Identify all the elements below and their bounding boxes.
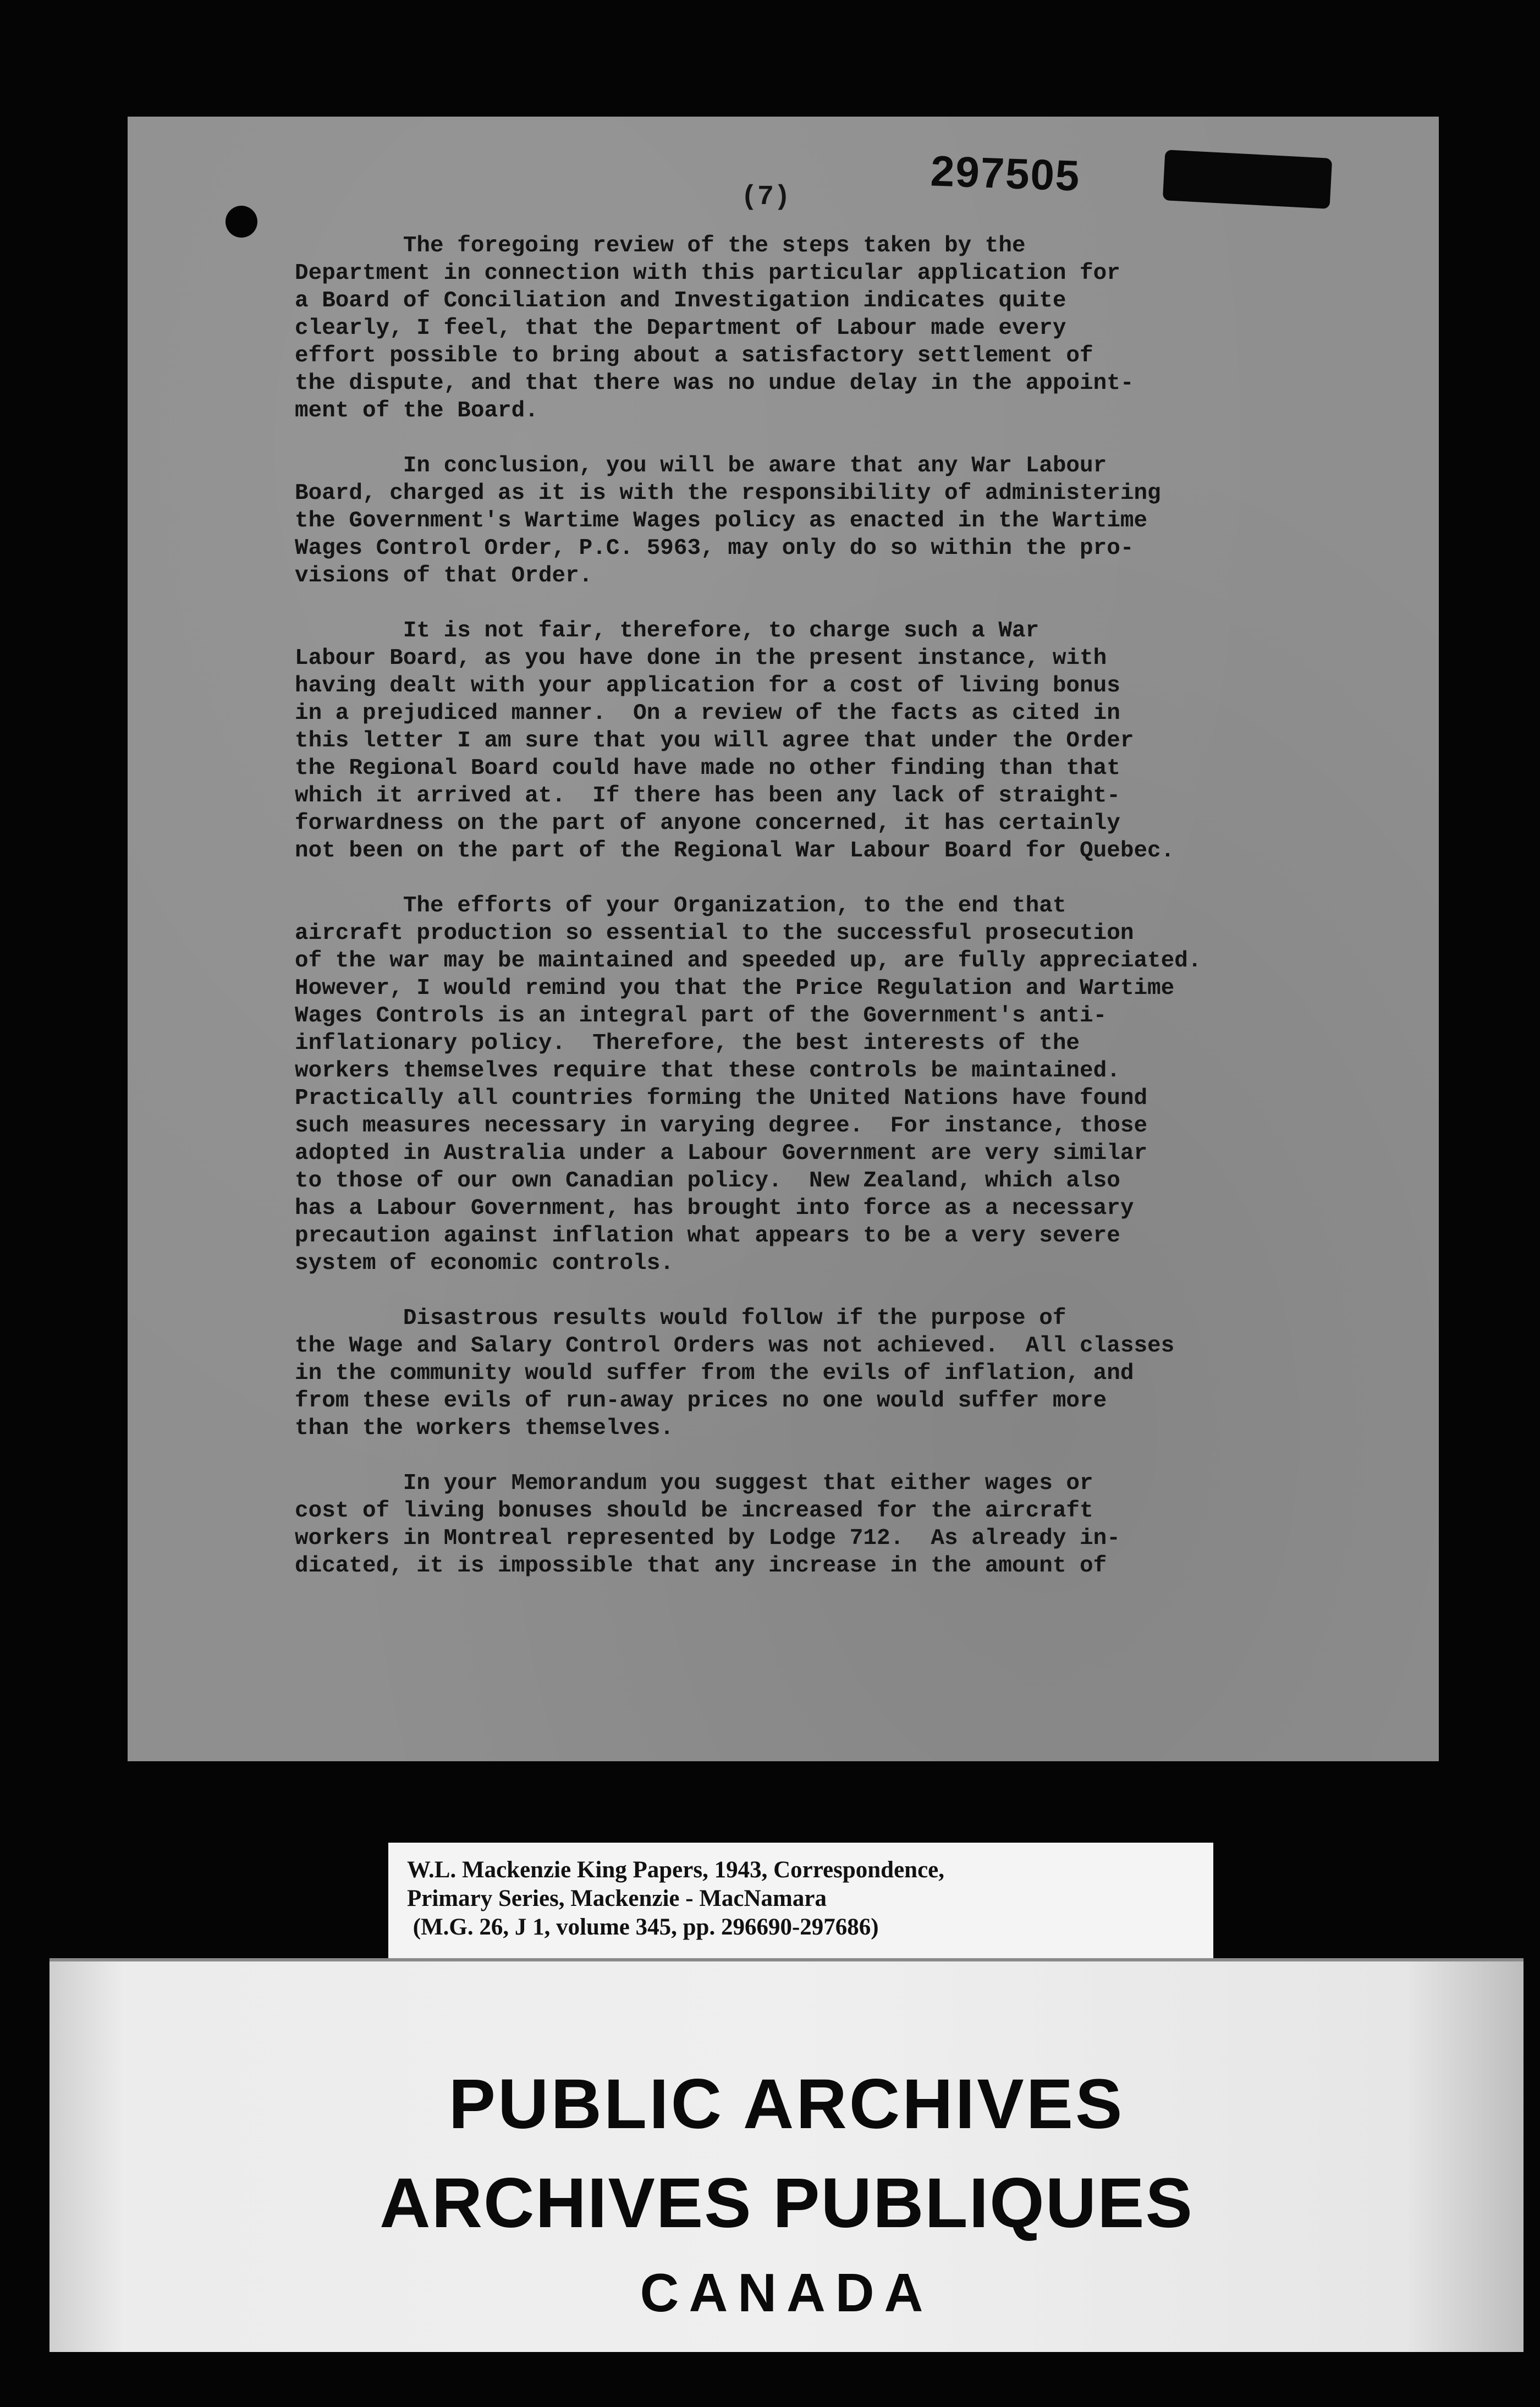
archive-reference-line: W.L. Mackenzie King Papers, 1943, Correspondence, [407,1857,945,1883]
archives-title-english: PUBLIC ARCHIVES [448,2065,1125,2144]
archive-reference-line: (M.G. 26, J 1, volume 345, pp. 296690-297686) [407,1914,879,1940]
paragraph: The efforts of your Organization, to the end that aircraft production so essential to the successful prosecution of the war may be maintained and speeded up, are fully appreciated. However, I would remind you that the Price Regulation and Wartime Wages Controls is an integral part of the Government's anti- inflationary policy. Therefore, the best interests of the workers themselves require that these controls be maintained. Practically all countries forming the United Nations have found such measures necessary in varying degree. For instance, those adopted in Australia under a Labour Government are very similar to those of our own Canadian policy. New Zealand, which also has a Labour Government, has brought into force as a necessary precaution against inflation what appears to be a very severe system of economic controls. [295,893,1202,1276]
archive-reference-line: Primary Series, Mackenzie - MacNamara [407,1886,827,1911]
page-number: (7) [740,182,790,213]
redaction-mark [1163,150,1332,209]
paragraph: It is not fair, therefore, to charge such a War Labour Board, as you have done in the present instance, with having dealt with your application for a cost of living bonus in a prejudiced manner. On a review of the facts as cited in this letter I am sure that you will agree that under the Order the Regional Board could have made no other finding than that which it arrived at. If there has been any lack of straight- forwardness on the part of anyone concerned, it has certainly not been on the part of the Regional War Labour Board for Quebec. [295,618,1175,864]
stamp-number: 297505 [930,146,1081,200]
archives-stamp-card [50,1958,1524,2352]
paragraph: Disastrous results would follow if the purpose of the Wage and Salary Control Orders was not achieved. All classes in the community would suffer from the evils of inflation, and from these evils of run-away prices no one would suffer more than the workers themselves. [295,1306,1175,1441]
paragraph: The foregoing review of the steps taken by the Department in connection with this particular application for a Board of Conciliation and Investigation indicates quite clearly, I feel, that the Department of Labour made every effort possible to bring about a satisfactory settlement of the dispute, and that there was no undue delay in the appoint- ment of the Board. [295,233,1134,424]
paragraph: In conclusion, you will be aware that any War Labour Board, charged as it is with the responsibility of administering the Government's Wartime Wages policy as enacted in the Wartime Wages Control Order, P.C. 5963, may only do so within the pro- visions of that Order. [295,453,1161,589]
archives-country: CANADA [640,2262,933,2323]
letter-body [295,232,1400,1607]
punch-hole [226,206,257,238]
paragraph: In your Memorandum you suggest that either wages or cost of living bonuses should be increased for the aircraft workers in Montreal represented by Lodge 712. As already in- dicated, it is impossible that any increase in the amount of [295,1471,1120,1579]
document-page [128,117,1439,1761]
archive-reference-label [388,1843,1213,1960]
archives-title-french: ARCHIVES PUBLIQUES [380,2164,1194,2243]
